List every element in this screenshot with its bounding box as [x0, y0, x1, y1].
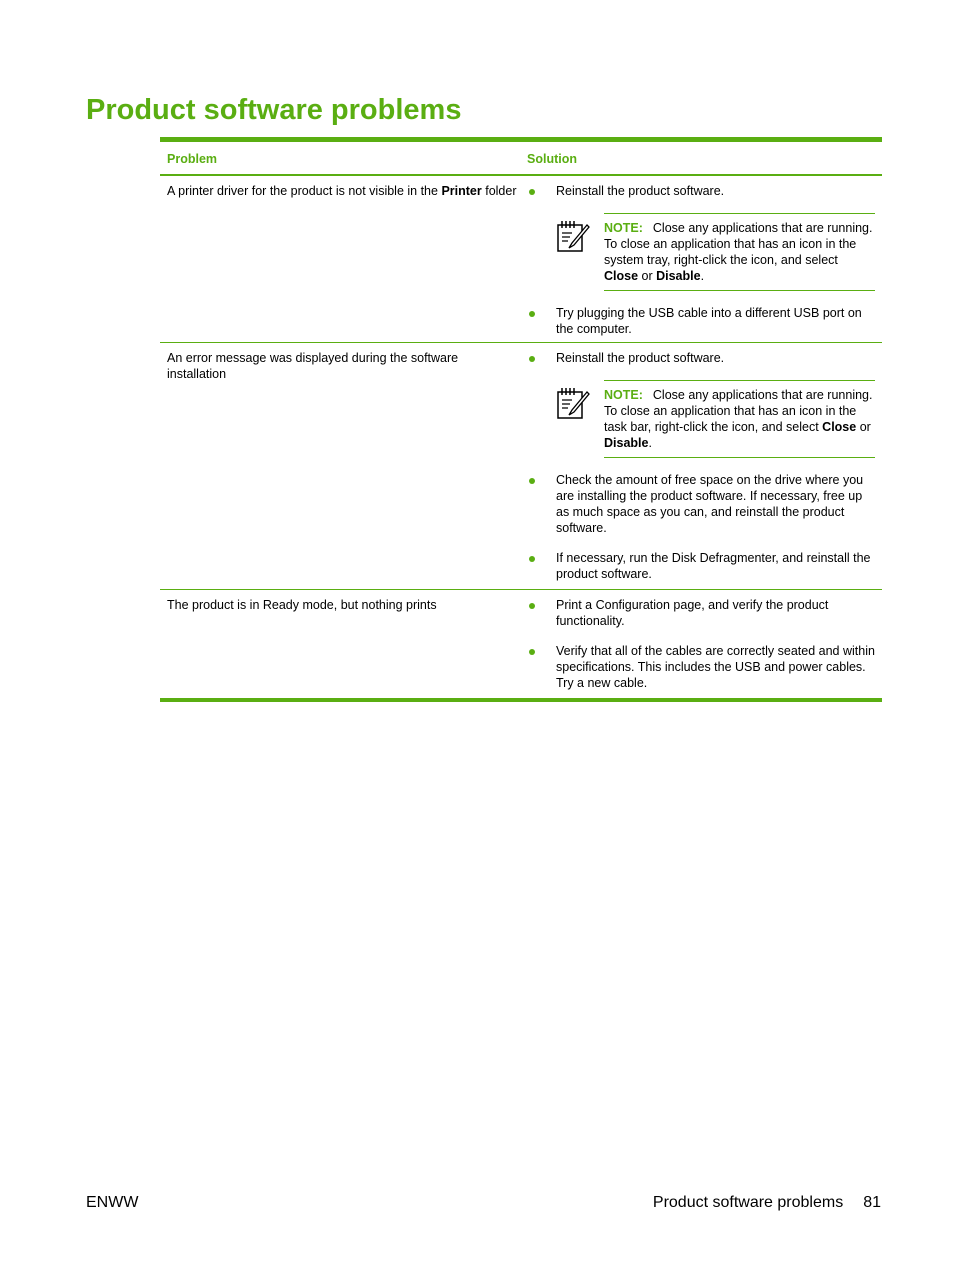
- bullet-icon: [529, 356, 535, 362]
- solution-bullet: Try plugging the USB cable into a different USB port on the computer.: [527, 305, 876, 337]
- bullet-icon: [529, 649, 535, 655]
- note-icon: [556, 386, 590, 420]
- solution-cell: [527, 343, 882, 582]
- bullet-icon: [529, 478, 535, 484]
- bullet-icon: [529, 556, 535, 562]
- solution-bullet: Check the amount of free space on the drive where you are installing the product software. If necessary, free up as much space as you can, and reinstall the product software.: [527, 472, 876, 536]
- bullet-icon: [529, 189, 535, 195]
- problem-cell: An error message was displayed during the software installation: [167, 351, 459, 381]
- footer-left: ENWW: [86, 1194, 139, 1211]
- table-bottom-rule: [160, 698, 882, 702]
- footer-section-title: Product software problems: [652, 1194, 844, 1211]
- solution-bullet: Reinstall the product software.: [527, 350, 876, 366]
- solution-bullet: If necessary, run the Disk Defragmenter, and reinstall the product software.: [527, 550, 876, 582]
- note-box: [556, 380, 876, 458]
- table-row: [160, 176, 882, 343]
- problem-cell: The product is in Ready mode, but nothing prints: [167, 598, 437, 612]
- note-icon: [556, 219, 590, 253]
- solution-bullet: Reinstall the product software.: [527, 183, 876, 199]
- solution-cell: [527, 590, 882, 691]
- solution-cell: [527, 176, 882, 337]
- note-text: NOTE: Close any applications that are running. To close an application that has an icon in the task bar, right-click the icon, and select Close or Disable.: [604, 380, 875, 458]
- table-header: [160, 142, 882, 176]
- note-text: NOTE: Close any applications that are running. To close an application that has an icon in the system tray, right-click the icon, and select Close or Disable.: [604, 213, 875, 291]
- page-title: Product software problems: [86, 94, 462, 126]
- table-row: [160, 590, 882, 698]
- note-box: [556, 213, 876, 291]
- footer-right: [653, 1193, 881, 1213]
- problems-table: [160, 137, 882, 702]
- solution-bullet: Verify that all of the cables are correctly seated and within specifications. This includes the USB and power cables. Try a new cable.: [527, 643, 876, 691]
- bullet-icon: [529, 603, 535, 609]
- bullet-icon: [529, 311, 535, 317]
- table-row: [160, 343, 882, 590]
- header-problem: Problem: [167, 152, 218, 166]
- problem-cell: A printer driver for the product is not visible in the Printer folder: [167, 184, 517, 198]
- header-solution: Solution: [527, 152, 577, 166]
- page-number: 81: [863, 1194, 881, 1211]
- solution-bullet: Print a Configuration page, and verify the product functionality.: [527, 597, 876, 629]
